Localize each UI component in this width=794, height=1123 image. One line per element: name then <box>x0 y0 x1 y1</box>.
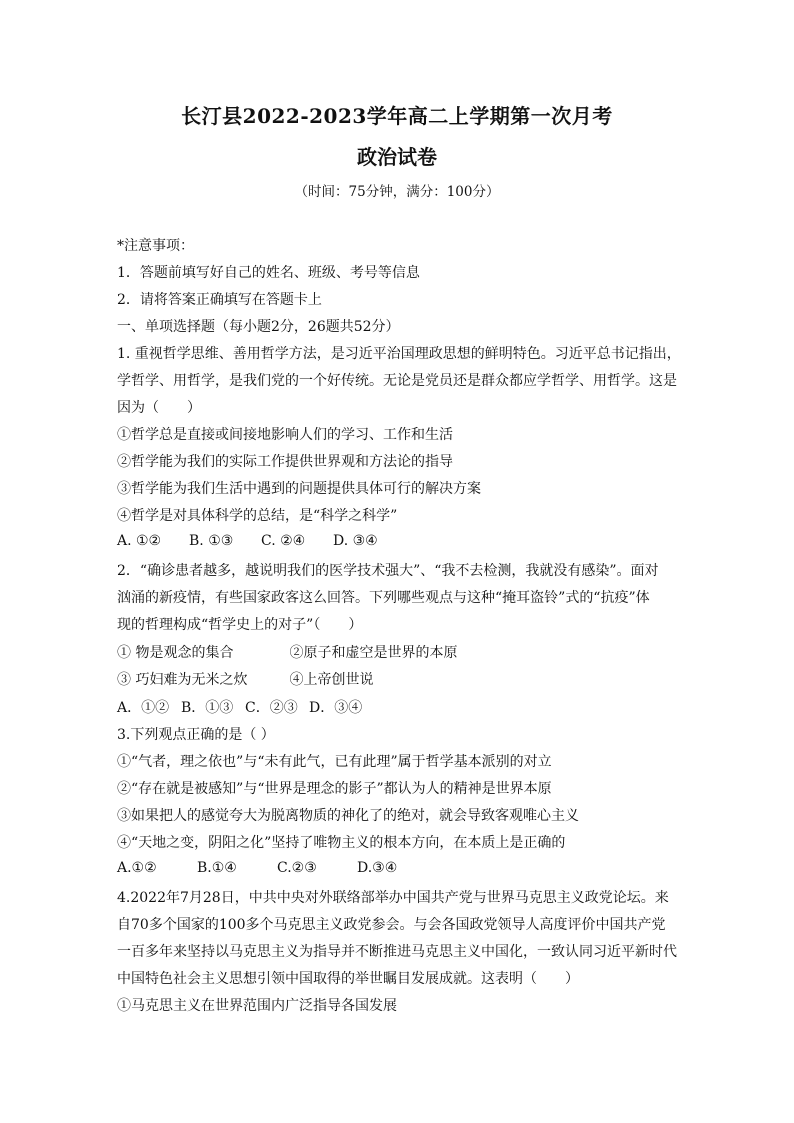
question-3-statement: ③如果把人的感觉夸大为脱离物质的神化了的绝对，就会导致客观唯心主义 <box>117 808 579 824</box>
question-4-line: 一百多年来坚持以马克思主义为指导并不断推进马克思主义中国化，一致认同习近平新时代 <box>117 944 677 960</box>
section-heading: 一、单项选择题（每小题2分，26题共52分） <box>117 319 400 335</box>
exam-title: 长汀县2022-2023学年高二上学期第一次月考 <box>181 104 613 128</box>
question-1-statement: ③哲学能为我们生活中遇到的问题提供具体可行的解决方案 <box>117 481 481 497</box>
option-d: D．③④ <box>309 700 363 716</box>
question-2-options <box>117 697 373 717</box>
option-a: A.①② <box>117 860 157 876</box>
option-a: A．①② <box>117 700 170 716</box>
question-2-line: 汹涌的新疫情，有些国家政客这么回答。下列哪些观点与这种“掩耳盗铃”式的“抗疫”体 <box>117 590 650 606</box>
notice-heading: *注意事项： <box>117 238 194 254</box>
option-b: B．①③ <box>181 700 234 716</box>
question-4-line: 4.2022年7月28日，中共中央对外联络部举办中国共产党与世界马克思主义政党论坛。来 <box>117 890 669 906</box>
question-1-line: 学哲学、用哲学，是我们党的一个好传统。无论是党员还是群众都应学哲学、用哲学。这是 <box>117 373 677 389</box>
question-4-line: 中国特色社会主义思想引领中国取得的举世瞩目发展成就。这表明（ ） <box>117 971 579 987</box>
question-1-statement: ②哲学能为我们的实际工作提供世界观和方法论的指导 <box>117 454 453 470</box>
exam-subtitle: 政治试卷 <box>357 145 437 169</box>
question-1-options <box>117 533 405 549</box>
question-3-options <box>117 860 437 876</box>
question-1-line: 因为（ ） <box>117 400 201 416</box>
question-2-statement: ① 物是观念的集合 ②原子和虚空是世界的本原 <box>117 645 458 661</box>
option-b: B.①④ <box>197 860 237 876</box>
option-c: C.②③ <box>277 860 317 876</box>
option-a: A. ①② <box>117 533 162 549</box>
question-3-line: 3.下列观点正确的是（ ） <box>117 727 275 743</box>
notice-item: 1．答题前填写好自己的姓名、班级、考号等信息 <box>117 265 420 281</box>
option-d: D. ③④ <box>333 533 378 549</box>
question-1-line: 1. 重视哲学思维、善用哲学方法，是习近平治国理政思想的鲜明特色。习近平总书记指出， <box>117 346 681 362</box>
question-1-statement: ①哲学总是直接或间接地影响人们的学习、工作和生活 <box>117 427 453 443</box>
question-3-statement: ①“气者，理之依也”与“未有此气，已有此理”属于哲学基本派别的对立 <box>117 754 552 770</box>
question-4-statement: ①马克思主义在世界范围内广泛指导各国发展 <box>117 998 397 1014</box>
option-b: B. ①③ <box>189 533 234 549</box>
question-2-line: 现的哲理构成“哲学史上的对子”（ ） <box>117 617 363 633</box>
question-3-statement: ④“天地之变，阴阳之化”坚持了唯物主义的根本方向，在本质上是正确的 <box>117 835 566 851</box>
question-4-line: 自70多个国家的100多个马克思主义政党参会。与会各国政党领导人高度评价中国共产党 <box>117 917 666 933</box>
option-d: D.③④ <box>357 860 398 876</box>
question-1-statement: ④哲学是对具体科学的总结，是“科学之科学” <box>117 508 398 524</box>
option-c: C．②③ <box>245 700 298 716</box>
exam-time-score: （时间：75分钟，满分：100分） <box>294 184 500 200</box>
question-3-statement: ②“存在就是被感知”与“世界是理念的影子”都认为人的精神是世界本原 <box>117 781 552 797</box>
notice-item: 2．请将答案正确填写在答题卡上 <box>117 292 322 308</box>
question-2-statement: ③ 巧妇难为无米之炊 ④上帝创世说 <box>117 672 374 688</box>
option-c: C. ②④ <box>261 533 306 549</box>
question-2-line: 2．“确诊患者越多，越说明我们的医学技术强大”、“我不去检测，我就没有感染”。面对 <box>117 563 659 579</box>
